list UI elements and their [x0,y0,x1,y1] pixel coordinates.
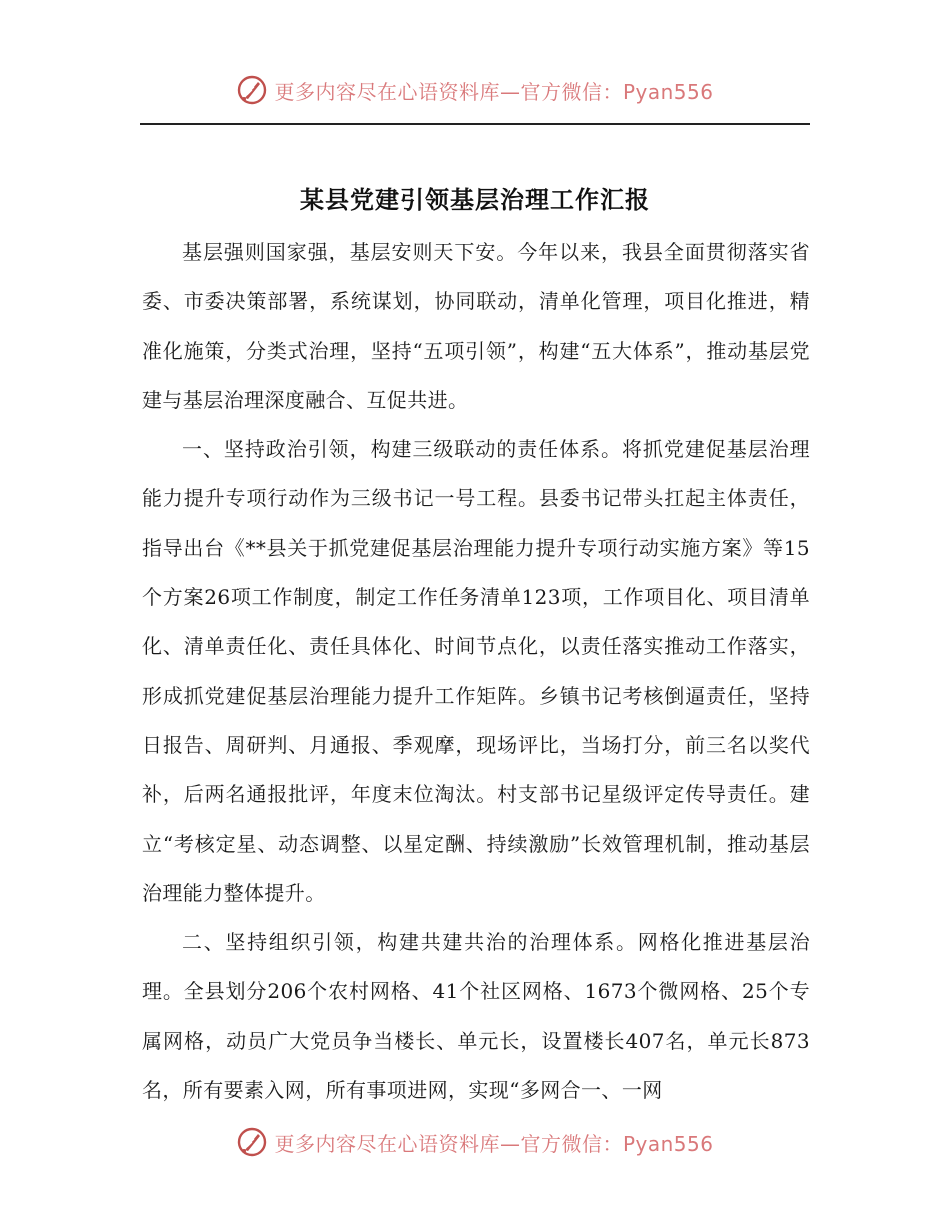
header-banner [236,74,713,106]
paragraph-section-2: 二、坚持组织引领，构建共建共治的治理体系。网格化推进基层治理。全县划分206个农村网格、41个社区网格、1673个微网格、25个专属网格，动员广大党员争当楼长、单元长，设置楼长407名，单元长873名，所有要素入网，所有事项进网，实现“多网合一、一网 [142,930,810,1103]
document-title: 某县党建引领基层治理工作汇报 [300,185,650,214]
feather-pen-logo-icon [236,74,268,106]
paragraph-intro: 基层强则国家强，基层安则天下安。今年以来，我县全面贯彻落实省委、市委决策部署，系统谋划，协同联动，清单化管理，项目化推进，精准化施策，分类式治理，坚持“五项引领”，构建“五大体系”，推动基层党建与基层治理深度融合、互促共进。 [142,240,810,412]
header-banner-text: 更多内容尽在心语资料库—官方微信：Pyan556 [274,79,714,104]
header-divider [140,123,810,125]
footer-banner [236,1126,713,1158]
paragraph-section-1: 一、坚持政治引领，构建三级联动的责任体系。将抓党建促基层治理能力提升专项行动作为三级书记一号工程。县委书记带头扛起主体责任，指导出台《**县关于抓党建促基层治理能力提升专项行动实施方案》等15个方案26项工作制度，制定工作任务清单123项，工作项目化、项目清单化、清单责任化、责任具体化、时间节点化，以责任落实推动工作落实，形成抓党建促基层治理能力提升工作矩阵。乡镇书记考核倒逼责任，坚持日报告、周研判、月通报、季观摩，现场评比，当场打分，前三名以奖代补，后两名通报批评，年度末位淘汰。村支部书记星级评定传导责任。建立“考核定星、动态调整、以星定酬、持续激励”长效管理机制，推动基层治理能力整体提升。 [142,437,810,905]
footer-banner-text: 更多内容尽在心语资料库—官方微信：Pyan556 [274,1131,714,1156]
page-header [0,70,950,110]
feather-pen-logo-icon [236,1126,268,1158]
page-footer [0,1122,950,1162]
document-body [142,228,810,1115]
